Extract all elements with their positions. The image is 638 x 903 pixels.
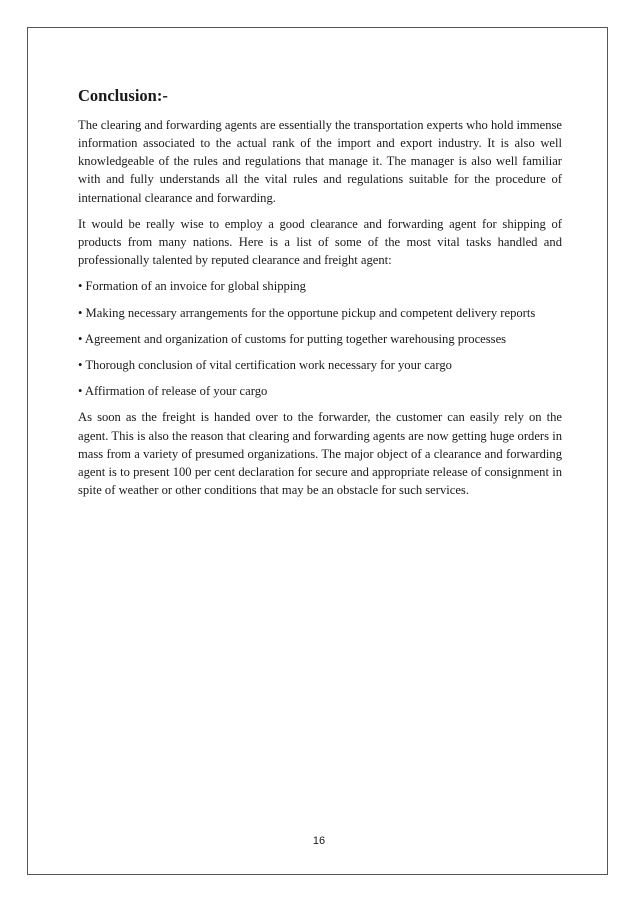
bullet-item-certification: • Thorough conclusion of vital certification work necessary for your cargo: [78, 358, 452, 373]
bullet-item-release: • Affirmation of release of your cargo: [78, 384, 268, 399]
bullet-item-invoice: • Formation of an invoice for global shipping: [78, 279, 306, 294]
paragraph-closing: As soon as the freight is handed over to the forwarder, the customer can easily rely on the agent. This is also the reason that clearing and forwarding agents are now getting huge orders in mass from a variety of presumed organizations. The major object of a clearance and forwarding agent is to present 100 per cent declaration for secure and appropriate release of consignment in spite of weather or other conditions that may be an obstacle for such services.: [78, 410, 562, 498]
bullet-item-customs: • Agreement and organization of customs for putting together warehousing processes: [78, 331, 507, 346]
document-body: [78, 86, 562, 507]
paragraph-intro: The clearing and forwarding agents are essentially the transportation experts who hold immense information associated to the actual rank of the import and export industry. It is also well knowledgeable of the rules and regulations that manage it. The manager is also well familiar with and fully understands all the vital rules and regulations suitable for the procedure of international clearance and forwarding.: [78, 117, 563, 205]
page-number: 16: [312, 835, 326, 847]
section-heading: Conclusion:-: [78, 86, 168, 105]
bullet-item-pickup: • Making necessary arrangements for the opportune pickup and competent delivery reports: [78, 305, 536, 320]
paragraph-tasks-intro: It would be really wise to employ a good clearance and forwarding agent for shipping of products from many nations. Here is a list of some of the most vital tasks handled and professionally talented by reputed clearance and freight agent:: [78, 216, 562, 268]
